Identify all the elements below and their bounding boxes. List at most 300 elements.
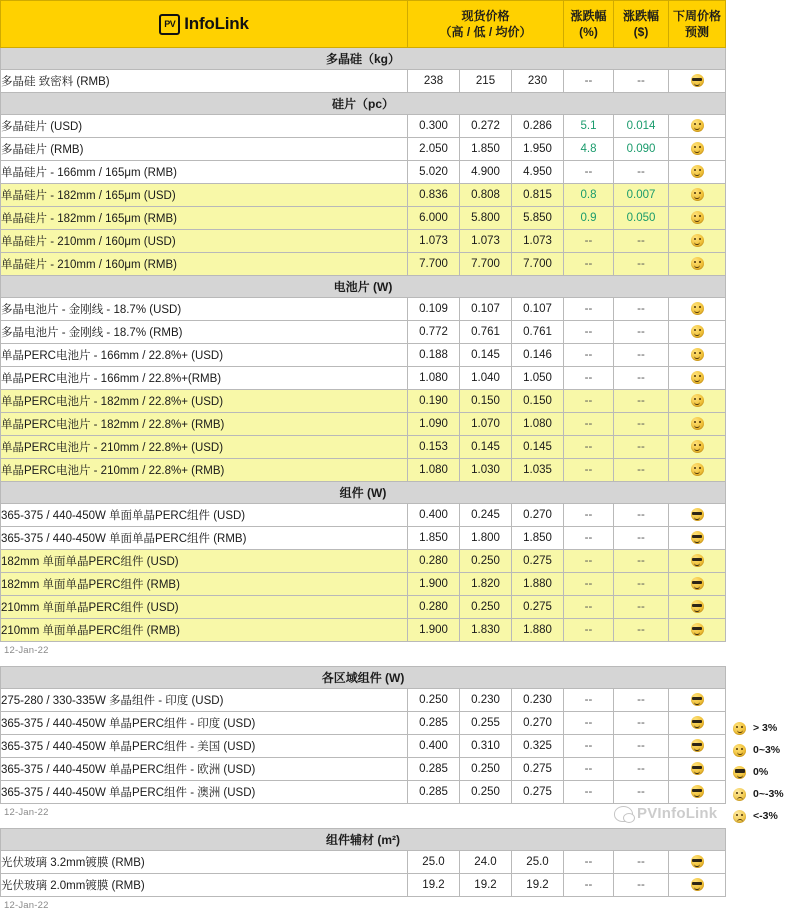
table-row (1, 115, 726, 138)
worried-face-icon (733, 810, 746, 823)
change-percent: -- (564, 712, 614, 735)
change-usd: -- (614, 436, 669, 459)
price-average: 19.2 (512, 874, 564, 897)
change-usd: -- (614, 230, 669, 253)
price-low: 4.900 (460, 161, 512, 184)
change-percent: -- (564, 230, 614, 253)
change-percent: -- (564, 390, 614, 413)
row-label: 365-375 / 440-450W 单面单晶PERC组件 (RMB) (1, 527, 408, 550)
row-label: 单晶PERC电池片 - 166mm / 22.8%+(RMB) (1, 367, 408, 390)
change-usd: -- (614, 70, 669, 93)
table-row (1, 712, 726, 735)
section-title: 多晶硅（kg） (1, 48, 726, 70)
change-percent: -- (564, 573, 614, 596)
table-row (1, 874, 726, 897)
price-high: 0.188 (408, 344, 460, 367)
smiley-face-icon (691, 440, 704, 453)
price-low: 0.245 (460, 504, 512, 527)
row-label: 多晶硅片 (RMB) (1, 138, 408, 161)
price-high: 0.153 (408, 436, 460, 459)
change-percent: -- (564, 436, 614, 459)
legend-item (733, 739, 800, 761)
change-percent: -- (564, 70, 614, 93)
sunglasses-face-icon (733, 766, 746, 779)
price-low: 0.761 (460, 321, 512, 344)
price-high: 0.400 (408, 504, 460, 527)
forecast-indicator (669, 596, 726, 619)
row-label: 单晶PERC电池片 - 182mm / 22.8%+ (USD) (1, 390, 408, 413)
change-usd: -- (614, 253, 669, 276)
price-average: 0.761 (512, 321, 564, 344)
price-high: 1.073 (408, 230, 460, 253)
forecast-indicator (669, 550, 726, 573)
legend-label: 0~3% (753, 744, 781, 756)
row-label: 光伏玻璃 3.2mm镀膜 (RMB) (1, 851, 408, 874)
forecast-indicator (669, 781, 726, 804)
change-percent: -- (564, 527, 614, 550)
change-usd: -- (614, 390, 669, 413)
legend-label: <-3% (753, 810, 778, 822)
row-label: 单晶PERC电池片 - 210mm / 22.8%+ (USD) (1, 436, 408, 459)
legend-label: 0% (753, 766, 769, 778)
price-average: 0.270 (512, 712, 564, 735)
row-label: 多晶硅 致密料 (RMB) (1, 70, 408, 93)
table-header-row (1, 1, 726, 48)
table-row (1, 70, 726, 93)
price-low: 0.272 (460, 115, 512, 138)
price-average: 1.080 (512, 413, 564, 436)
price-average: 1.880 (512, 619, 564, 642)
forecast-indicator (669, 436, 726, 459)
sunglasses-face-icon (691, 554, 704, 567)
forecast-indicator (669, 527, 726, 550)
price-average: 1.850 (512, 527, 564, 550)
row-label: 182mm 单面单晶PERC组件 (USD) (1, 550, 408, 573)
price-average: 25.0 (512, 851, 564, 874)
forecast-indicator (669, 712, 726, 735)
change-percent: -- (564, 344, 614, 367)
sunglasses-face-icon (691, 508, 704, 521)
sunglasses-face-icon (691, 74, 704, 87)
price-high: 2.050 (408, 138, 460, 161)
section-header-row (1, 829, 726, 851)
change-percent: -- (564, 619, 614, 642)
row-label: 多晶硅片 (USD) (1, 115, 408, 138)
change-percent: -- (564, 413, 614, 436)
change-percent: -- (564, 504, 614, 527)
price-average: 1.035 (512, 459, 564, 482)
change-usd: -- (614, 596, 669, 619)
price-low: 19.2 (460, 874, 512, 897)
price-average: 0.230 (512, 689, 564, 712)
sunglasses-face-icon (691, 785, 704, 798)
row-label: 多晶电池片 - 金刚线 - 18.7% (USD) (1, 298, 408, 321)
forecast-indicator (669, 459, 726, 482)
smiley-face-icon (691, 165, 704, 178)
change-percent: -- (564, 459, 614, 482)
forecast-indicator (669, 298, 726, 321)
price-block (0, 666, 800, 822)
table-row (1, 413, 726, 436)
price-average: 1.880 (512, 573, 564, 596)
price-average: 1.050 (512, 367, 564, 390)
sunglasses-face-icon (691, 716, 704, 729)
forecast-indicator (669, 230, 726, 253)
price-average: 0.286 (512, 115, 564, 138)
price-average: 0.815 (512, 184, 564, 207)
legend-label: 0~-3% (753, 788, 784, 800)
sunglasses-face-icon (691, 577, 704, 590)
column-header-change-usd: 涨跌幅 ($) (614, 1, 669, 48)
forecast-indicator (669, 504, 726, 527)
smiley-face-icon (691, 302, 704, 315)
price-average: 0.325 (512, 735, 564, 758)
smiley-face-icon (691, 463, 704, 476)
row-label: 单晶硅片 - 182mm / 165μm (USD) (1, 184, 408, 207)
row-label: 光伏玻璃 2.0mm镀膜 (RMB) (1, 874, 408, 897)
price-average: 0.145 (512, 436, 564, 459)
watermark-text: PVInfoLink (637, 805, 718, 822)
row-label: 182mm 单面单晶PERC组件 (RMB) (1, 573, 408, 596)
price-average: 0.150 (512, 390, 564, 413)
sunglasses-face-icon (691, 739, 704, 752)
smiley-face-icon (691, 119, 704, 132)
price-table (0, 828, 726, 897)
change-usd: -- (614, 321, 669, 344)
price-low: 0.107 (460, 298, 512, 321)
brand-name: InfoLink (184, 13, 249, 33)
change-percent: -- (564, 781, 614, 804)
forecast-indicator (669, 758, 726, 781)
forecast-indicator (669, 367, 726, 390)
smiley-face-icon (691, 211, 704, 224)
price-high: 19.2 (408, 874, 460, 897)
forecast-indicator (669, 321, 726, 344)
price-high: 0.109 (408, 298, 460, 321)
price-average: 0.270 (512, 504, 564, 527)
price-average: 0.146 (512, 344, 564, 367)
price-low: 1.800 (460, 527, 512, 550)
forecast-indicator (669, 390, 726, 413)
price-high: 0.285 (408, 712, 460, 735)
change-usd: -- (614, 851, 669, 874)
price-average: 0.275 (512, 550, 564, 573)
sunglasses-face-icon (691, 693, 704, 706)
change-percent: -- (564, 298, 614, 321)
section-header-row (1, 667, 726, 689)
section-title: 组件 (W) (1, 482, 726, 504)
table-row (1, 781, 726, 804)
row-label: 单晶PERC电池片 - 182mm / 22.8%+ (RMB) (1, 413, 408, 436)
forecast-indicator (669, 161, 726, 184)
column-header-spot-price: 现货价格 （高 / 低 / 均价） (408, 1, 564, 48)
smiley-face-icon (691, 371, 704, 384)
sunglasses-face-icon (691, 531, 704, 544)
row-label: 365-375 / 440-450W 单晶PERC组件 - 澳洲 (USD) (1, 781, 408, 804)
change-usd: 0.014 (614, 115, 669, 138)
legend-item (733, 761, 800, 783)
column-header-forecast: 下周价格 预测 (669, 1, 726, 48)
change-usd: -- (614, 298, 669, 321)
change-percent: 4.8 (564, 138, 614, 161)
price-low: 1.073 (460, 230, 512, 253)
sunglasses-face-icon (691, 762, 704, 775)
sunglasses-face-icon (691, 878, 704, 891)
change-usd: -- (614, 550, 669, 573)
price-high: 238 (408, 70, 460, 93)
row-label: 单晶PERC电池片 - 166mm / 22.8%+ (USD) (1, 344, 408, 367)
change-percent: 0.8 (564, 184, 614, 207)
table-row (1, 550, 726, 573)
price-low: 0.145 (460, 344, 512, 367)
smiley-face-icon (691, 394, 704, 407)
table-row (1, 573, 726, 596)
legend-item (733, 783, 800, 805)
change-usd: -- (614, 874, 669, 897)
date-caption: 12-Jan-22 (4, 645, 49, 656)
legend-label: > 3% (753, 722, 778, 734)
price-low: 24.0 (460, 851, 512, 874)
price-high: 1.090 (408, 413, 460, 436)
change-usd: -- (614, 161, 669, 184)
price-high: 0.285 (408, 781, 460, 804)
price-high: 1.850 (408, 527, 460, 550)
price-low: 1.830 (460, 619, 512, 642)
change-usd: -- (614, 413, 669, 436)
price-low: 1.820 (460, 573, 512, 596)
price-average: 230 (512, 70, 564, 93)
change-percent: -- (564, 689, 614, 712)
row-label: 365-375 / 440-450W 单晶PERC组件 - 印度 (USD) (1, 712, 408, 735)
change-usd: -- (614, 781, 669, 804)
change-percent: -- (564, 758, 614, 781)
section-title: 硅片（pc） (1, 93, 726, 115)
price-low: 5.800 (460, 207, 512, 230)
date-caption: 12-Jan-22 (4, 900, 49, 911)
price-average: 0.275 (512, 758, 564, 781)
change-percent: -- (564, 367, 614, 390)
table-row (1, 596, 726, 619)
sunglasses-face-icon (691, 623, 704, 636)
forecast-legend (733, 717, 800, 827)
change-percent: -- (564, 851, 614, 874)
table-row (1, 504, 726, 527)
price-low: 1.030 (460, 459, 512, 482)
forecast-indicator (669, 851, 726, 874)
price-low: 1.850 (460, 138, 512, 161)
smiley-face-icon (733, 744, 746, 757)
forecast-indicator (669, 207, 726, 230)
change-usd: 0.050 (614, 207, 669, 230)
forecast-indicator (669, 689, 726, 712)
price-block (0, 828, 800, 915)
table-row (1, 459, 726, 482)
table-row (1, 344, 726, 367)
price-average: 0.275 (512, 596, 564, 619)
change-percent: 5.1 (564, 115, 614, 138)
price-average: 4.950 (512, 161, 564, 184)
worried-face-icon (733, 788, 746, 801)
row-label: 365-375 / 440-450W 单晶PERC组件 - 欧洲 (USD) (1, 758, 408, 781)
price-low: 0.250 (460, 596, 512, 619)
table-row (1, 390, 726, 413)
smiley-face-icon (691, 257, 704, 270)
price-low: 0.255 (460, 712, 512, 735)
table-row (1, 161, 726, 184)
change-percent: -- (564, 735, 614, 758)
price-table (0, 666, 726, 804)
row-label: 多晶电池片 - 金刚线 - 18.7% (RMB) (1, 321, 408, 344)
price-high: 0.300 (408, 115, 460, 138)
price-average: 0.107 (512, 298, 564, 321)
row-label: 单晶硅片 - 210mm / 160μm (USD) (1, 230, 408, 253)
change-usd: -- (614, 712, 669, 735)
price-low: 7.700 (460, 253, 512, 276)
table-row (1, 367, 726, 390)
price-high: 6.000 (408, 207, 460, 230)
smiley-face-icon (691, 188, 704, 201)
section-header-row (1, 93, 726, 115)
table-row (1, 298, 726, 321)
price-low: 1.040 (460, 367, 512, 390)
price-average: 0.275 (512, 781, 564, 804)
section-title: 组件辅材 (m²) (1, 829, 726, 851)
change-usd: -- (614, 758, 669, 781)
row-label: 210mm 单面单晶PERC组件 (USD) (1, 596, 408, 619)
change-usd: -- (614, 344, 669, 367)
price-high: 0.400 (408, 735, 460, 758)
forecast-indicator (669, 619, 726, 642)
price-high: 0.280 (408, 596, 460, 619)
change-percent: -- (564, 321, 614, 344)
table-row (1, 619, 726, 642)
change-usd: -- (614, 504, 669, 527)
sunglasses-face-icon (691, 600, 704, 613)
price-high: 1.900 (408, 573, 460, 596)
smiley-face-icon (691, 325, 704, 338)
price-high: 0.772 (408, 321, 460, 344)
forecast-indicator (669, 70, 726, 93)
section-header-row (1, 276, 726, 298)
row-label: 275-280 / 330-335W 多晶组件 - 印度 (USD) (1, 689, 408, 712)
price-high: 5.020 (408, 161, 460, 184)
change-percent: -- (564, 253, 614, 276)
price-high: 1.080 (408, 367, 460, 390)
row-label: 单晶PERC电池片 - 210mm / 22.8%+ (RMB) (1, 459, 408, 482)
smiley-face-icon (691, 142, 704, 155)
sunglasses-face-icon (691, 855, 704, 868)
row-label: 365-375 / 440-450W 单面单晶PERC组件 (USD) (1, 504, 408, 527)
forecast-indicator (669, 874, 726, 897)
legend-item (733, 805, 800, 827)
change-usd: 0.007 (614, 184, 669, 207)
smiley-face-icon (691, 234, 704, 247)
price-high: 0.280 (408, 550, 460, 573)
change-usd: -- (614, 573, 669, 596)
row-label: 单晶硅片 - 182mm / 165μm (RMB) (1, 207, 408, 230)
forecast-indicator (669, 573, 726, 596)
forecast-indicator (669, 413, 726, 436)
table-row (1, 138, 726, 161)
change-percent: -- (564, 596, 614, 619)
price-low: 0.250 (460, 758, 512, 781)
date-caption: 12-Jan-22 (4, 807, 49, 818)
change-percent: -- (564, 550, 614, 573)
change-percent: 0.9 (564, 207, 614, 230)
forecast-indicator (669, 115, 726, 138)
column-header-change-pct: 涨跌幅 (%) (564, 1, 614, 48)
smiley-face-icon (733, 722, 746, 735)
price-low: 215 (460, 70, 512, 93)
price-high: 0.836 (408, 184, 460, 207)
table-row (1, 851, 726, 874)
price-low: 0.250 (460, 781, 512, 804)
price-average: 5.850 (512, 207, 564, 230)
section-header-row (1, 482, 726, 504)
row-label: 365-375 / 440-450W 单晶PERC组件 - 美国 (USD) (1, 735, 408, 758)
smiley-face-icon (691, 417, 704, 430)
row-label: 单晶硅片 - 166mm / 165μm (RMB) (1, 161, 408, 184)
price-average: 7.700 (512, 253, 564, 276)
price-average: 1.073 (512, 230, 564, 253)
change-percent: -- (564, 161, 614, 184)
table-row (1, 527, 726, 550)
brand-logo (1, 1, 408, 48)
forecast-indicator (669, 184, 726, 207)
price-low: 0.150 (460, 390, 512, 413)
forecast-indicator (669, 138, 726, 161)
price-low: 1.070 (460, 413, 512, 436)
price-low: 0.808 (460, 184, 512, 207)
price-low: 0.145 (460, 436, 512, 459)
table-row (1, 321, 726, 344)
change-usd: -- (614, 459, 669, 482)
change-usd: 0.090 (614, 138, 669, 161)
change-usd: -- (614, 689, 669, 712)
price-high: 0.250 (408, 689, 460, 712)
legend-item (733, 717, 800, 739)
table-row (1, 689, 726, 712)
pv-badge-icon: PV (159, 14, 180, 35)
price-low: 0.310 (460, 735, 512, 758)
change-usd: -- (614, 527, 669, 550)
price-high: 1.900 (408, 619, 460, 642)
smiley-face-icon (691, 348, 704, 361)
forecast-indicator (669, 344, 726, 367)
table-row (1, 230, 726, 253)
row-label: 单晶硅片 - 210mm / 160μm (RMB) (1, 253, 408, 276)
price-high: 0.285 (408, 758, 460, 781)
table-row (1, 758, 726, 781)
row-label: 210mm 单面单晶PERC组件 (RMB) (1, 619, 408, 642)
forecast-indicator (669, 735, 726, 758)
price-high: 1.080 (408, 459, 460, 482)
price-average: 1.950 (512, 138, 564, 161)
table-row (1, 436, 726, 459)
section-title: 电池片 (W) (1, 276, 726, 298)
price-high: 7.700 (408, 253, 460, 276)
change-usd: -- (614, 367, 669, 390)
forecast-indicator (669, 253, 726, 276)
change-usd: -- (614, 619, 669, 642)
section-title: 各区域组件 (W) (1, 667, 726, 689)
change-percent: -- (564, 874, 614, 897)
change-usd: -- (614, 735, 669, 758)
section-header-row (1, 48, 726, 70)
price-low: 0.230 (460, 689, 512, 712)
price-high: 25.0 (408, 851, 460, 874)
table-row (1, 184, 726, 207)
